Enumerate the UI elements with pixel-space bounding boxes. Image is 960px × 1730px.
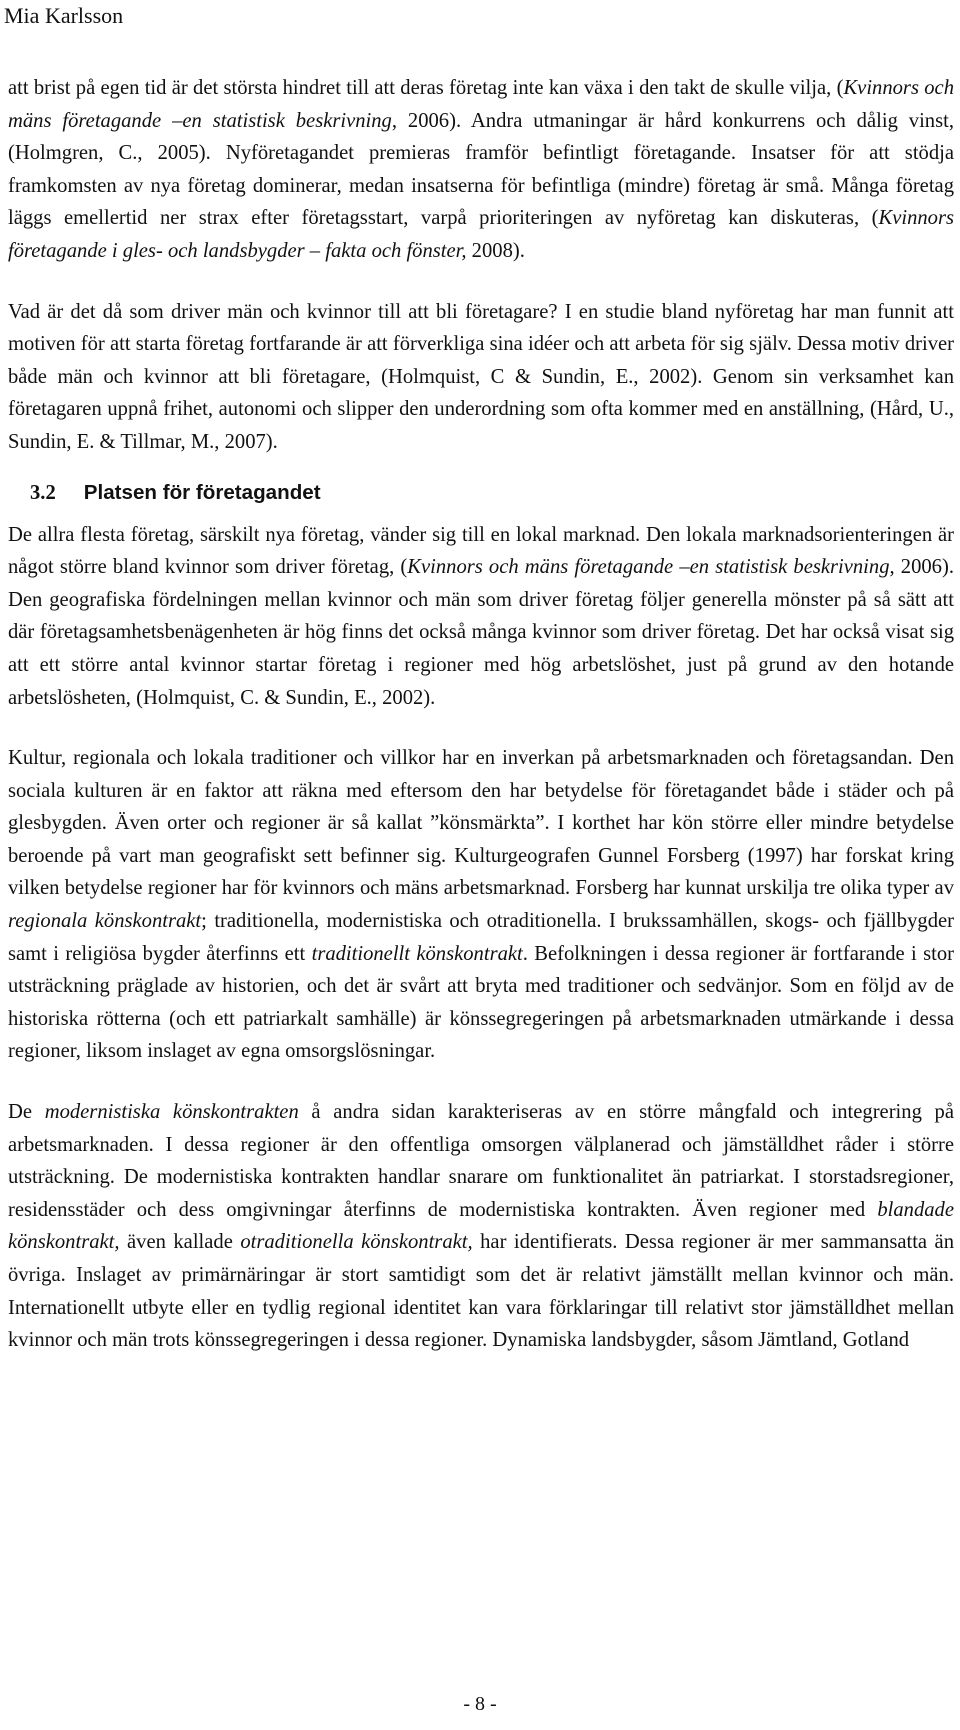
text-run: även kallade	[119, 1231, 241, 1254]
italic-run: Kvinnors företagande i gles- och landsbygder – fakta och fönster,	[8, 207, 954, 262]
section-title: Platsen för företagandet	[83, 480, 321, 504]
italic-run: Kvinnors och mäns företagande –en statistisk beskrivning	[8, 77, 954, 132]
italic-run: Kvinnors och mäns företagande –en statistisk beskrivning	[407, 556, 890, 579]
paragraph	[8, 296, 954, 459]
text-run: har identifierats. Dessa regioner är mer sammansatta än övriga. Inslaget av primärnäringar är stort samtidigt som det är relativt jämställt mellan kvinnor och män. Internationellt utbyte eller en tydlig regional identitet kan vara förklaringar till relativt stor jämställdhet mellan kvinnor och män trots könssegregeringen i dessa regioner. Dynamiska landsbygder, såsom Jämtland, Gotland	[8, 1231, 954, 1352]
paragraph	[8, 519, 954, 715]
text-run: , 2006). Andra utmaningar är hård konkurrens och dålig vinst, (Holmgren, C., 2005). Nyföretagandet premieras framför befintligt företagande. Insatser för att stödja framkomsten av nya företag dominerar, medan insatserna för befintliga (mindre) företag är små. Många företag läggs emellertid ner strax efter företagsstart, varpå prioriteringen av nyföretag kan diskuteras, (	[8, 109, 954, 230]
italic-run: regionala könskontrakt	[8, 910, 202, 933]
section-heading	[8, 477, 954, 509]
body-text	[8, 72, 954, 1385]
text-run: ; traditionella, modernistiska och otraditionella. I brukssamhällen, skogs- och fjällbygder samt i religiösa bygder återfinns ett	[8, 910, 954, 965]
text-run: å andra sidan karakteriseras av en större mångfald och integrering på arbetsmarknaden. I dessa regioner är den offentliga omsorgen välplanerad och jämställdhet råder i större utsträckning. De modernistiska kontrakten handlar snarare om funktionalitet än patriarkat. I storstadsregioner, residensstäder och dess omgivningar återfinns de modernistiska kontrakten. Även regioner med	[8, 1101, 954, 1221]
paragraph	[8, 1096, 954, 1357]
text-run: . Befolkningen i dessa regioner är fortfarande i stor utsträckning präglade av historien, och det är svårt att bryta med traditioner och sedvänjor. Som en följd av de historiska rötterna (och ett patriarkalt samhälle) är könssegregeringen på arbetsmarknaden utmärkande i dessa regioner, liksom inslaget av egna omsorgslösningar.	[8, 942, 954, 1063]
paragraph	[8, 72, 954, 268]
section-number: 3.2	[30, 481, 56, 504]
italic-run: otraditionella könskontrakt,	[240, 1231, 473, 1254]
italic-run: traditionellt könskontrakt	[311, 942, 523, 965]
text-run: 2008).	[466, 239, 525, 262]
text-run: De	[8, 1101, 45, 1124]
italic-run: modernistiska könskontrakten	[44, 1101, 299, 1124]
text-run: att brist på egen tid är det största hindret till att deras företag inte kan växa i den takt de skulle vilja, (	[8, 77, 844, 99]
italic-run: blandade könskontrakt,	[8, 1198, 954, 1254]
text-run: , 2006). Den geografiska fördelningen mellan kvinnor och män som driver företag följer generella mönster på så sätt att där företagsamhetsbenägenheten är hög finns det också många kvinnor som driver företag. Det har också visat sig att ett större antal kvinnor startar företag i regioner med hög arbetslöshet, just på grund av den hotande arbetslösheten, (Holmquist, C. & Sundin, E., 2002).	[8, 556, 954, 709]
page-number: - 8 -	[463, 1693, 497, 1715]
text-run: De allra flesta företag, särskilt nya företag, vänder sig till en lokal marknad. Den lokala marknadsorienteringen är något större bland kvinnor som driver företag, (	[8, 523, 954, 579]
running-header-author: Mia Karlsson	[4, 3, 124, 28]
text-run: Vad är det då som driver män och kvinnor till att bli företagare? I en studie bland nyföretag har man funnit att motiven för att starta företag fortfarande är att förverkliga sina idéer och att arbeta för sig själv. Dessa motiv driver både män och kvinnor att bli företagare, (Holmquist, C & Sundin, E., 2002). Genom sin verksamhet kan företagaren uppnå frihet, autonomi och slipper den underordning som ofta kommer med en anställning, (Hård, U., Sundin, E. & Tillmar, M., 2007).	[8, 300, 954, 453]
text-run: Kultur, regionala och lokala traditioner och villkor har en inverkan på arbetsmarknaden och företagsandan. Den sociala kulturen är en faktor att räkna med eftersom den har betydelse för företagandet både i städer och på glesbygden. Även orter och regioner är så kallat ”könsmärkta”. I korthet har kön större eller mindre betydelse beroende på vart man geografiskt sett befinner sig. Kulturgeografen Gunnel Forsberg (1997) har forskat kring vilken betydelse regioner har för kvinnors och mäns arbetsmarknad. Forsberg har kunnat urskilja tre olika typer av	[8, 747, 954, 900]
paragraph	[8, 742, 954, 1068]
